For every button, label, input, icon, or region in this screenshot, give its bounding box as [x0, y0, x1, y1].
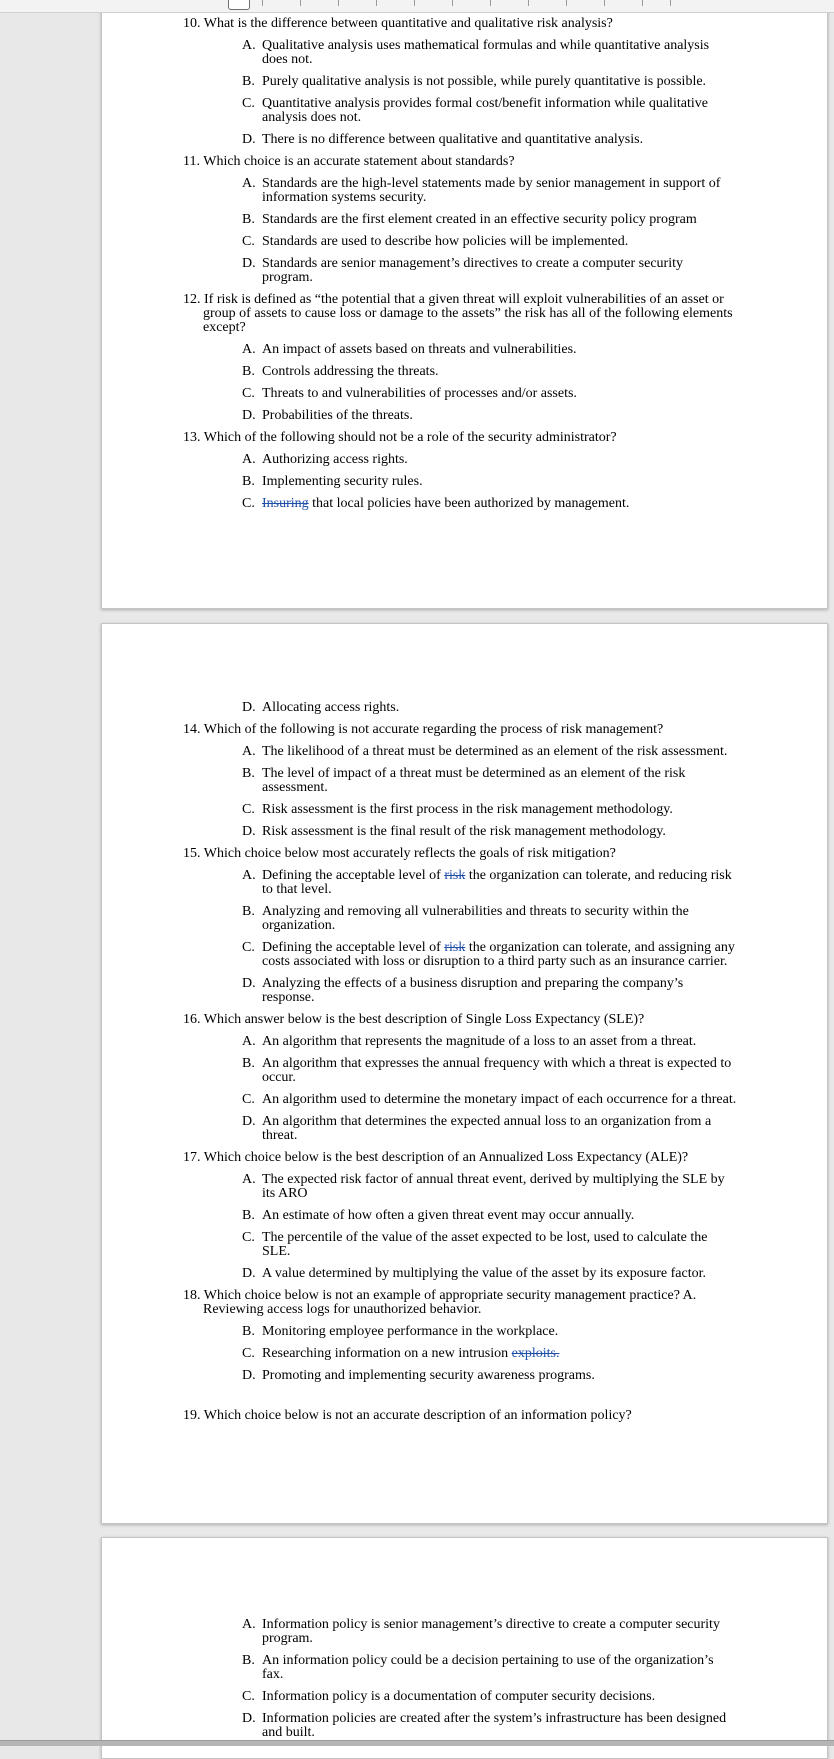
page-content	[102, 1618, 827, 1748]
question-text: Which choice below is the best description of an Annualized Loss Expectancy (ALE)?	[203, 1150, 689, 1165]
answer-option	[242, 1369, 737, 1383]
answer-option	[242, 701, 737, 715]
answer-option	[242, 235, 737, 249]
question	[183, 1013, 748, 1027]
option-text: Risk assessment is the first process in the risk management methodology.	[262, 802, 673, 817]
question	[183, 1409, 748, 1423]
answer-option	[242, 1093, 737, 1107]
option-text: Information policies are created after the system’s infrastructure has been designed and built.	[262, 1711, 727, 1740]
option-text: Analyzing and removing all vulnerabilities and threats to security within the organization.	[262, 904, 689, 933]
option-label: D.	[242, 256, 256, 271]
answer-option	[242, 343, 737, 357]
answer-option	[242, 1115, 737, 1143]
answer-options	[242, 343, 737, 423]
answer-option	[242, 365, 737, 379]
option-text: Promoting and implementing security awareness programs.	[262, 1368, 595, 1383]
option-label: C.	[242, 1230, 255, 1245]
option-label: B.	[242, 474, 255, 489]
question	[183, 723, 748, 737]
option-text: Monitoring employee performance in the workplace.	[262, 1324, 559, 1339]
question-number: 14.	[183, 722, 201, 737]
option-text-part: the organization can tolerate, and reducing risk to that level.	[262, 868, 732, 897]
question	[183, 1151, 748, 1165]
option-text: Information policy is senior management’s directive to create a computer security program.	[262, 1617, 720, 1646]
option-label: B.	[242, 904, 255, 919]
spelling-flag-word[interactable]: risk	[444, 940, 466, 955]
option-text: Standards are the high-level statements made by senior management in support of information systems security.	[262, 176, 721, 205]
option-text-part: the organization can tolerate, and assigning any costs associated with loss or disruption to a third party such as an insurance carrier.	[262, 940, 735, 969]
spelling-flag-word[interactable]: Insuring	[262, 496, 309, 511]
answer-option	[242, 1267, 737, 1281]
answer-option	[242, 869, 737, 897]
option-text-part: Researching information on a new intrusion	[262, 1346, 512, 1361]
answer-option	[242, 825, 737, 839]
option-text: The expected risk factor of annual threat event, derived by multiplying the SLE by its ARO	[262, 1172, 725, 1201]
answer-option	[242, 745, 737, 759]
answer-option	[242, 257, 737, 285]
answer-option	[242, 941, 737, 969]
answer-option	[242, 39, 737, 67]
option-text: Quantitative analysis provides formal cost/benefit information while qualitative analysis does not.	[262, 96, 708, 125]
option-text	[262, 869, 737, 897]
answer-option	[242, 767, 737, 795]
question-number: 18.	[183, 1288, 201, 1303]
status-bar	[0, 1740, 834, 1746]
question	[183, 847, 748, 861]
option-text	[262, 941, 737, 969]
option-label: B.	[242, 364, 255, 379]
option-label: A.	[242, 1034, 256, 1049]
option-text: Purely qualitative analysis is not possible, while purely quantitative is possible.	[262, 74, 707, 89]
option-label: A.	[242, 452, 256, 467]
answer-option	[242, 905, 737, 933]
option-label: B.	[242, 1653, 255, 1668]
question-text: Which of the following is not accurate regarding the process of risk management?	[203, 722, 664, 737]
option-label: A.	[242, 176, 256, 191]
answer-option	[242, 1231, 737, 1259]
option-text: Qualitative analysis uses mathematical formulas and while quantitative analysis does not.	[262, 38, 710, 67]
option-text: An information policy could be a decision pertaining to use of the organization’s fax.	[262, 1653, 714, 1682]
answer-options	[242, 39, 737, 147]
option-text: An algorithm used to determine the monetary impact of each occurrence for a threat.	[262, 1092, 737, 1107]
option-text: Standards are senior management’s directives to create a computer security program.	[262, 256, 683, 285]
option-label: B.	[242, 74, 255, 89]
option-label: B.	[242, 766, 255, 781]
option-label: C.	[242, 96, 255, 111]
answer-option	[242, 1035, 737, 1049]
option-label: A.	[242, 342, 256, 357]
question-number: 19.	[183, 1408, 201, 1423]
option-text: Probabilities of the threats.	[262, 408, 413, 423]
ruler	[0, 0, 834, 13]
question-text: What is the difference between quantitative and qualitative risk analysis?	[203, 16, 613, 31]
answer-options	[242, 453, 737, 511]
indent-marker[interactable]	[228, 0, 250, 10]
option-text: An algorithm that expresses the annual frequency with which a threat is expected to occur.	[262, 1056, 732, 1085]
answer-options	[242, 869, 737, 1005]
document-page-3	[101, 1537, 828, 1759]
option-text: Standards are the first element created in an effective security policy program	[262, 212, 697, 227]
question-number: 15.	[183, 846, 201, 861]
option-label: A.	[242, 744, 256, 759]
question-text: Which choice below most accurately reflects the goals of risk mitigation?	[203, 846, 616, 861]
question-number: 16.	[183, 1012, 201, 1027]
option-label: C.	[242, 1689, 255, 1704]
option-text: Authorizing access rights.	[262, 452, 408, 467]
option-text: Allocating access rights.	[262, 700, 400, 715]
answer-options	[242, 745, 737, 839]
question-number: 13.	[183, 430, 201, 445]
question-text: Which answer below is the best description of Single Loss Expectancy (SLE)?	[203, 1012, 645, 1027]
option-label: D.	[242, 1711, 256, 1726]
option-text	[262, 1347, 737, 1361]
option-label: A.	[242, 1617, 256, 1632]
option-text: An algorithm that represents the magnitude of a loss to an asset from a threat.	[262, 1034, 697, 1049]
option-text: An impact of assets based on threats and vulnerabilities.	[262, 342, 577, 357]
option-label: D.	[242, 408, 256, 423]
option-label: C.	[242, 1346, 255, 1361]
option-text: Risk assessment is the final result of the risk management methodology.	[262, 824, 666, 839]
answer-option	[242, 213, 737, 227]
option-text-part: Defining the acceptable level of	[262, 940, 445, 955]
option-label: D.	[242, 1114, 256, 1129]
answer-options	[242, 177, 737, 285]
document-page-1	[101, 0, 828, 609]
answer-option	[242, 133, 737, 147]
answer-option	[242, 387, 737, 401]
answer-options	[242, 1035, 737, 1143]
answer-options	[242, 1325, 737, 1383]
option-label: B.	[242, 212, 255, 227]
question-text: Which of the following should not be a role of the security administrator?	[203, 430, 617, 445]
option-text: Information policy is a documentation of computer security decisions.	[262, 1689, 656, 1704]
option-label: B.	[242, 1324, 255, 1339]
option-text: A value determined by multiplying the value of the asset by its exposure factor.	[262, 1266, 707, 1281]
answer-option	[242, 97, 737, 125]
answer-option	[242, 1209, 737, 1223]
option-text: Standards are used to describe how policies will be implemented.	[262, 234, 629, 249]
answer-option	[242, 1057, 737, 1085]
option-text: Controls addressing the threats.	[262, 364, 439, 379]
option-label: C.	[242, 386, 255, 401]
question	[183, 1289, 748, 1317]
question	[183, 17, 748, 31]
option-text-part: Defining the acceptable level of	[262, 868, 445, 883]
option-label: A.	[242, 1172, 256, 1187]
question-text: Which choice is an accurate statement about standards?	[203, 154, 515, 169]
answer-option	[242, 1690, 737, 1704]
option-label: D.	[242, 700, 256, 715]
option-label: A.	[242, 868, 256, 883]
option-text: An algorithm that determines the expected annual loss to an organization from a threat.	[262, 1114, 712, 1143]
spelling-flag-word[interactable]: risk	[444, 868, 466, 883]
answer-options	[242, 1173, 737, 1281]
question-number: 12.	[183, 292, 201, 307]
option-label: A.	[242, 38, 256, 53]
option-label: D.	[242, 824, 256, 839]
option-text-part: that local policies have been authorized by management.	[308, 496, 630, 511]
answer-option	[242, 453, 737, 467]
answer-option	[242, 977, 737, 1005]
option-label: C.	[242, 496, 255, 511]
option-label: C.	[242, 940, 255, 955]
answer-option	[242, 1712, 737, 1740]
option-text: The likelihood of a threat must be determined as an element of the risk assessment.	[262, 744, 728, 759]
option-text: There is no difference between qualitative and quantitative analysis.	[262, 132, 644, 147]
option-text: An estimate of how often a given threat event may occur annually.	[262, 1208, 635, 1223]
option-label: D.	[242, 132, 256, 147]
answer-option	[242, 75, 737, 89]
option-label: D.	[242, 1368, 256, 1383]
answer-option	[242, 1618, 737, 1646]
option-text: Analyzing the effects of a business disruption and preparing the company’s response.	[262, 976, 684, 1005]
option-text: The level of impact of a threat must be determined as an element of the risk assessment.	[262, 766, 686, 795]
option-text	[262, 497, 737, 511]
question	[183, 155, 748, 169]
answer-options	[242, 701, 737, 715]
question-number: 10.	[183, 16, 201, 31]
option-text: The percentile of the value of the asset expected to be lost, used to calculate the SLE.	[262, 1230, 708, 1259]
question-text: If risk is defined as “the potential that a given threat will exploit vulnerabilities of an asset or group of assets to cause loss or damage to the assets” the risk has all of the following elements except?	[203, 292, 733, 335]
question	[183, 293, 748, 335]
option-label: C.	[242, 802, 255, 817]
answer-option	[242, 1173, 737, 1201]
spelling-flag-word[interactable]: exploits.	[511, 1346, 560, 1361]
option-text: Implementing security rules.	[262, 474, 423, 489]
answer-option	[242, 1325, 737, 1339]
page-content	[102, 701, 827, 1431]
option-label: D.	[242, 1266, 256, 1281]
question	[183, 431, 748, 445]
answer-option	[242, 1654, 737, 1682]
spacer	[102, 1391, 827, 1409]
document-page-2	[101, 623, 828, 1524]
option-label: C.	[242, 234, 255, 249]
answer-option	[242, 497, 737, 511]
answer-options	[242, 1618, 737, 1740]
question-number: 17.	[183, 1150, 201, 1165]
question-number: 11.	[183, 154, 200, 169]
option-text: Threats to and vulnerabilities of processes and/or assets.	[262, 386, 577, 401]
option-label: B.	[242, 1056, 255, 1071]
question-text: Which choice below is not an accurate description of an information policy?	[203, 1408, 632, 1423]
answer-option	[242, 1347, 737, 1361]
option-label: D.	[242, 976, 256, 991]
option-label: C.	[242, 1092, 255, 1107]
answer-option	[242, 803, 737, 817]
page-content	[102, 17, 827, 519]
answer-option	[242, 409, 737, 423]
answer-option	[242, 475, 737, 489]
option-label: B.	[242, 1208, 255, 1223]
question-text: Which choice below is not an example of appropriate security management practice? A. Reviewing access logs for unauthorized behavior.	[203, 1288, 697, 1317]
answer-option	[242, 177, 737, 205]
